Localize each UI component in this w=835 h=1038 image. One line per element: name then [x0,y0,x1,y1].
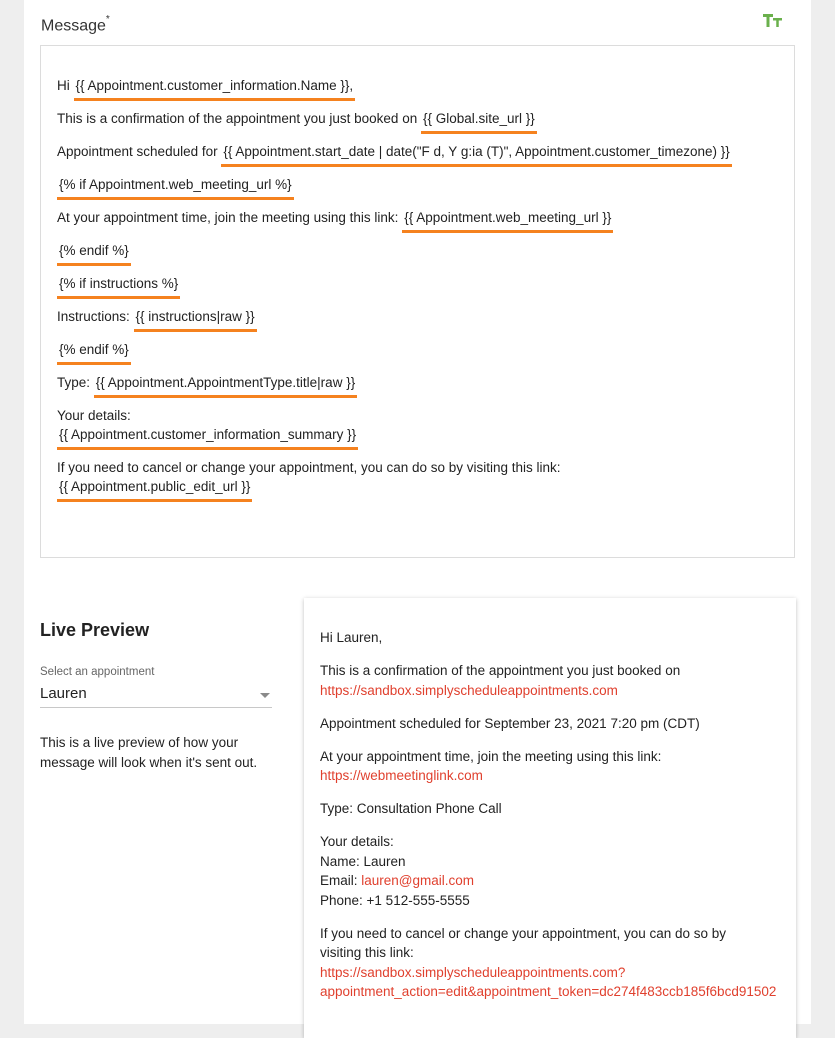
preview-confirmation [320,661,794,700]
text-size-icon[interactable] [762,12,784,30]
editor-line [57,242,131,266]
meeting-url-link[interactable]: https://webmeetinglink.com [320,768,483,783]
preview-name: Name: Lauren [320,853,406,869]
editor-line: Hi {{ Appointment.customer_information.Name }}, [57,77,355,101]
template-variable[interactable]: {{ Appointment.public_edit_url }} [57,478,252,502]
caret-down-icon [260,693,270,698]
edit-url-link-2[interactable]: appointment_action=edit&appointment_token=dc274f483ccb185f6bcd91502 [320,984,777,999]
email-link[interactable]: lauren@gmail.com [361,873,475,888]
preview-greeting: Hi Lauren, [320,630,383,645]
preview-details-label: Your details: [320,834,394,849]
editor-line [57,275,180,299]
template-variable[interactable]: {{ instructions|raw }} [134,308,257,332]
message-label [41,16,110,35]
appointment-select[interactable] [40,684,272,708]
live-preview-title: Live Preview [40,620,150,640]
template-variable[interactable]: {{ Appointment.customer_information_summary }} [57,426,358,450]
editor-line: Your details: [57,408,131,423]
template-variable[interactable]: {{ Global.site_url }} [421,110,537,134]
template-variable[interactable]: {% if Appointment.web_meeting_url %} [57,176,294,200]
email-preview [304,598,796,1038]
editor-line: Type: {{ Appointment.AppointmentType.title|raw }} [57,374,357,398]
preview-cancel-text-2: visiting this link: [320,945,414,960]
template-variable[interactable]: {{ Appointment.customer_information.Name }}, [74,77,356,101]
live-preview-description: This is a live preview of how your message will look when it's sent out. [40,735,258,770]
editor-line: Appointment scheduled for {{ Appointment.start_date | date("F d, Y g:ia (T)", Appointment.customer_timezone) }} [57,143,732,167]
preview-cancel-text: If you need to cancel or change your appointment, you can do so by [320,925,727,941]
template-variable[interactable]: {{ Appointment.start_date | date("F d, Y g:ia (T)", Appointment.customer_timezone) }} [221,143,731,167]
required-mark: * [105,14,110,25]
editor-line [57,176,294,200]
editor-line: At your appointment time, join the meeting using this link: {{ Appointment.web_meeting_url }} [57,209,613,233]
template-variable[interactable]: {% endif %} [57,242,131,266]
message-editor[interactable] [40,45,795,558]
preview-cancel [320,924,794,1002]
preview-confirm-text: This is a confirmation of the appointment you just booked on [320,663,681,678]
template-variable[interactable]: {% if instructions %} [57,275,180,299]
appointment-select-value: Lauren [40,685,87,702]
editor-line: If you need to cancel or change your appointment, you can do so by visiting this link: [57,460,561,475]
preview-type: Type: Consultation Phone Call [320,801,502,816]
template-variable[interactable]: {{ Appointment.AppointmentType.title|raw }} [94,374,357,398]
editor-line: This is a confirmation of the appointment you just booked on {{ Global.site_url }} [57,110,537,134]
preview-email: Email: lauren@gmail.com [320,873,475,888]
preview-phone: Phone: +1 512-555-5555 [320,892,470,908]
template-variable[interactable]: {{ Appointment.web_meeting_url }} [402,209,613,233]
select-appointment-label: Select an appointment [40,666,155,678]
edit-url-link[interactable]: https://sandbox.simplyscheduleappointments.com? [320,964,626,980]
preview-details [320,832,794,910]
editor-line [57,478,252,502]
message-label-text: Message [41,17,106,35]
site-url-link[interactable]: https://sandbox.simplyscheduleappointments.com [320,682,618,698]
preview-scheduled: Appointment scheduled for September 23, 2021 7:20 pm (CDT) [320,715,700,731]
preview-meeting [320,747,794,786]
preview-meeting-text: At your appointment time, join the meeting using this link: [320,748,662,764]
editor-line: Instructions: {{ instructions|raw }} [57,308,257,332]
editor-line [57,426,358,450]
editor-line [57,341,131,365]
template-variable[interactable]: {% endif %} [57,341,131,365]
